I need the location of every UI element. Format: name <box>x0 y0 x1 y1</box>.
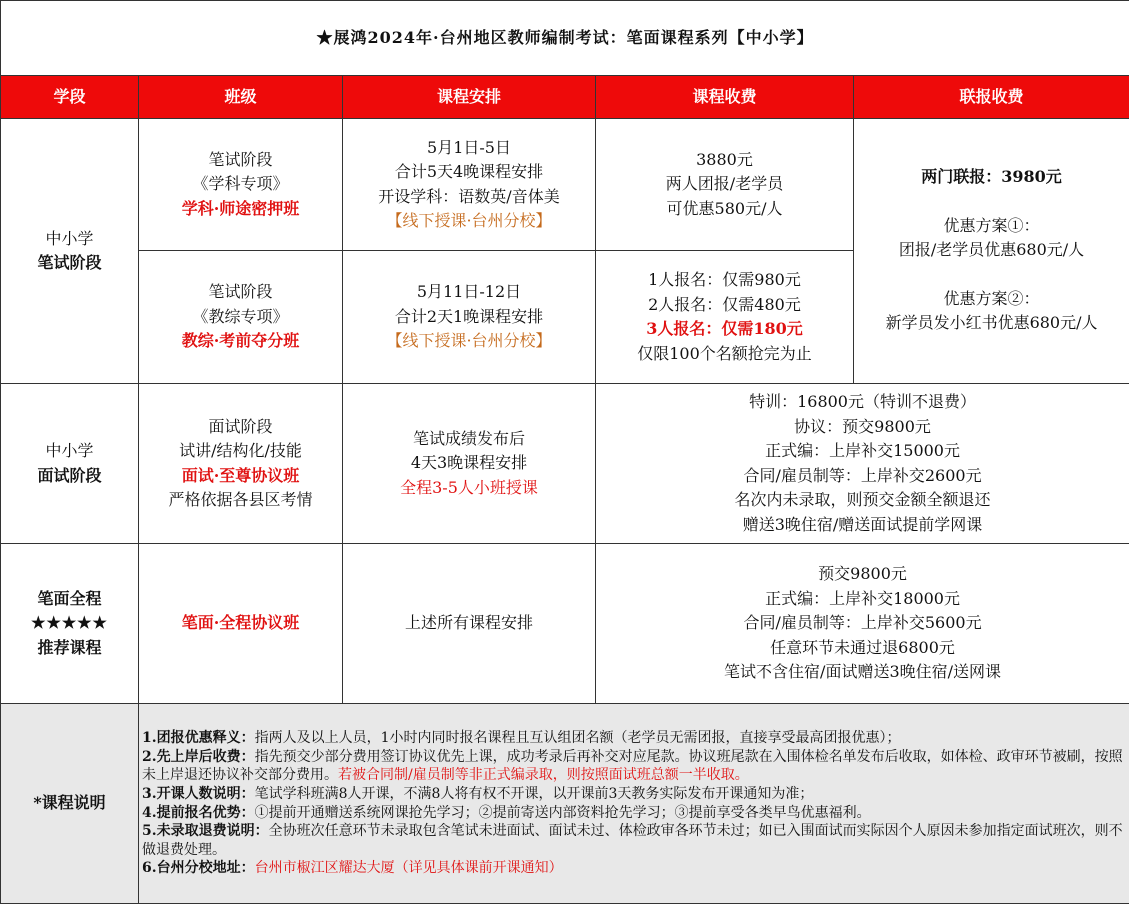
schedule-subject-duration: 合计5天4晚课程安排 <box>394 162 544 181</box>
class-interview-name: 面试·至尊协议班 <box>181 465 300 485</box>
header-fee: 课程收费 <box>596 76 854 119</box>
joint-plan2-title: 优惠方案②： <box>943 288 1040 308</box>
note-text: 指先预交少部分费用签订协议优先上课，成功考录后再补交对应尾款。协议班尾款在入围体检名单发布后收取，如体检、政审环节被刷，按照未上岸退还协议补交部分费用。 <box>142 748 1123 784</box>
note-item <box>142 859 1123 878</box>
class-pedagogy-line2: 《教综专项》 <box>192 306 289 326</box>
class-pedagogy-line1: 笔试阶段 <box>208 282 273 302</box>
class-full <box>139 544 343 704</box>
note-highlight: 若被合同制/雇员制等非正式编录取，则按照面试班总额一半收取。 <box>338 767 749 784</box>
note-item <box>142 804 1123 823</box>
note-title: 3.开课人数说明： <box>142 785 255 802</box>
class-pedagogy <box>139 251 343 384</box>
fee-subject <box>596 119 854 251</box>
note-item <box>142 785 1123 804</box>
header-row <box>1 76 1129 119</box>
table-row <box>1 384 1129 544</box>
fee-full-2: 正式编：上岸补交18000元 <box>765 588 960 608</box>
stage-interview-phase: 面试阶段 <box>37 465 102 485</box>
class-interview-line1: 面试阶段 <box>208 416 273 436</box>
fee-pedagogy-limit: 仅限100个名额抢完为止 <box>637 343 812 363</box>
class-subject-line1: 笔试阶段 <box>208 149 273 169</box>
fee-full-1: 预交9800元 <box>818 564 907 584</box>
page-title: ★展鸿2024年·台州地区教师编制考试：笔面课程系列【中小学】 <box>1 1 1129 76</box>
note-text: 笔试学科班满8人开课，不满8人将有权不开课，以开课前3天教务实际发布开课通知为准； <box>254 785 814 802</box>
class-subject-line2: 《学科专项》 <box>192 174 289 194</box>
notes-row <box>1 704 1129 904</box>
stage-written-phase: 笔试阶段 <box>37 253 102 272</box>
note-item <box>142 729 1123 748</box>
fee-subject-group: 两人团报/老学员 <box>665 174 784 194</box>
fee-interview-3: 正式编：上岸补交15000元 <box>765 441 960 460</box>
note-title: 2.先上岸后收费： <box>142 748 255 765</box>
schedule-interview-3: 全程3-5人小班授课 <box>400 477 538 497</box>
note-text: ①提前开通赠送系统网课抢先学习；②提前寄送内部资料抢先学习；③提前享受各类早鸟优惠福利。 <box>254 804 871 821</box>
joint-plan1-title: 优惠方案①： <box>943 215 1040 235</box>
table-row <box>1 119 1129 251</box>
fee-interview-2: 协议：预交9800元 <box>794 416 931 436</box>
stage-interview <box>1 384 139 544</box>
fee-full-5: 笔试不含住宿/面试赠送3晚住宿/送网课 <box>724 662 1002 682</box>
fee-interview <box>596 384 1129 544</box>
schedule-subject <box>343 119 596 251</box>
stage-interview-level: 中小学 <box>45 441 94 460</box>
notes-label: *课程说明 <box>1 704 139 904</box>
notes-body <box>139 704 1129 904</box>
schedule-full-text: 上述所有课程安排 <box>404 613 533 633</box>
schedule-full <box>343 544 596 704</box>
fee-pedagogy <box>596 251 854 384</box>
schedule-pedagogy-duration: 合计2天1晚课程安排 <box>394 306 544 326</box>
fee-full-3: 合同/雇员制等：上岸补交5600元 <box>743 613 982 633</box>
header-stage: 学段 <box>1 76 139 119</box>
note-title: 1.团报优惠释义： <box>142 730 255 747</box>
note-text: 全协班次任意环节未录取包含笔试未进面试、面试未过、体检政审各环节未过；如已入围面试而实际因个人原因未参加指定面试班次，则不做退费处理。 <box>142 823 1123 858</box>
fee-full <box>596 544 1129 704</box>
class-subject <box>139 119 343 251</box>
schedule-subject-subjects: 开设学科：语数英/音体美 <box>378 186 560 206</box>
schedule-interview <box>343 384 596 544</box>
note-item <box>142 822 1123 859</box>
table-row <box>1 544 1129 704</box>
fee-subject-price: 3880元 <box>696 149 753 169</box>
class-pedagogy-name: 教综·考前夺分班 <box>181 331 300 351</box>
joint-fee <box>854 119 1129 384</box>
joint-fee-gap <box>854 263 1129 287</box>
fee-pedagogy-3: 3人报名：仅需180元 <box>646 319 803 338</box>
note-title: 4.提前报名优势： <box>142 804 255 821</box>
class-subject-name: 学科·师途密押班 <box>181 198 300 218</box>
schedule-pedagogy-dates: 5月11日-12日 <box>416 282 522 302</box>
fee-interview-6: 赠送3晚住宿/赠送面试提前学网课 <box>742 514 983 534</box>
fee-pedagogy-2: 2人报名：仅需480元 <box>648 294 801 314</box>
schedule-subject-location: 【线下授课·台州分校】 <box>386 211 552 230</box>
stage-full-line1: 笔面全程 <box>37 588 102 608</box>
stage-full-line3: 推荐课程 <box>37 637 102 657</box>
note-address: 台州市椒江区耀达大厦（详见具体课前开课通知） <box>254 860 563 877</box>
schedule-pedagogy-location: 【线下授课·台州分校】 <box>386 331 552 351</box>
fee-interview-4: 合同/雇员制等：上岸补交2600元 <box>743 465 982 485</box>
header-joint-fee: 联报收费 <box>854 76 1129 119</box>
fee-interview-1: 特训：16800元（特训不退费） <box>749 392 976 411</box>
schedule-interview-1: 笔试成绩发布后 <box>412 428 525 448</box>
joint-fee-gap <box>854 190 1129 214</box>
note-title: 6.台州分校地址： <box>142 860 255 877</box>
stage-written <box>1 119 139 384</box>
stage-written-level: 中小学 <box>45 228 94 248</box>
joint-plan2-text: 新学员发小红书优惠680元/人 <box>885 313 1098 332</box>
fee-pedagogy-1: 1人报名：仅需980元 <box>648 270 801 289</box>
class-interview-line4: 严格依据各县区考情 <box>168 490 313 509</box>
fee-subject-discount: 可优惠580元/人 <box>666 198 783 218</box>
note-text: 指两人及以上人员，1小时内同时报名课程且互认组团名额（老学员无需团报，直接享受最高团报优惠）； <box>254 730 901 747</box>
schedule-interview-2: 4天3晚课程安排 <box>410 453 528 473</box>
schedule-subject-dates: 5月1日-5日 <box>427 137 511 157</box>
header-class: 班级 <box>139 76 343 119</box>
header-schedule: 课程安排 <box>343 76 596 119</box>
note-title: 5.未录取退费说明： <box>142 823 269 840</box>
class-full-name: 笔面·全程协议班 <box>181 613 300 633</box>
joint-fee-headline: 两门联报：3980元 <box>921 167 1062 186</box>
note-item <box>142 748 1123 785</box>
schedule-pedagogy <box>343 251 596 384</box>
fee-interview-5: 名次内未录取，则预交金额全额退还 <box>734 490 991 509</box>
joint-plan1-text: 团报/老学员优惠680元/人 <box>898 240 1085 259</box>
class-interview <box>139 384 343 544</box>
stage-full-stars: ★★★★★ <box>31 613 108 633</box>
stage-full <box>1 544 139 704</box>
fee-full-4: 任意环节未通过退6800元 <box>770 637 955 657</box>
class-interview-line2: 试讲/结构化/技能 <box>179 441 302 460</box>
